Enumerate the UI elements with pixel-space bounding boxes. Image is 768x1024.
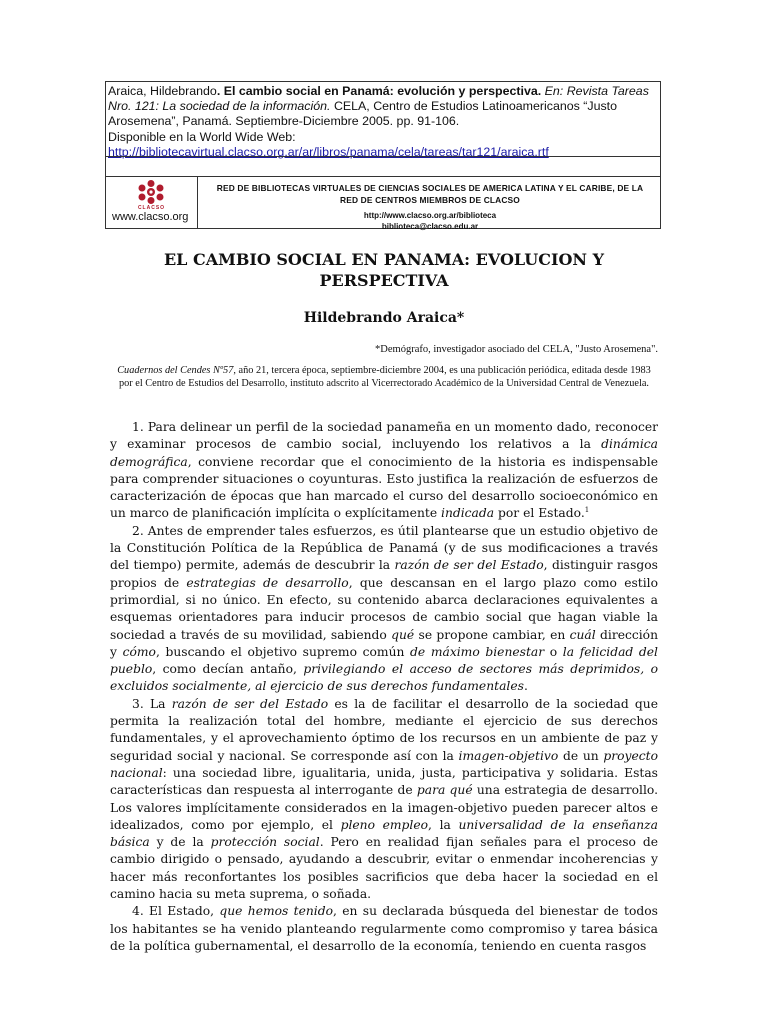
citation-author: Araica, Hildebrando bbox=[108, 84, 217, 98]
citation-title: . El cambio social en Panamá: evolución y perspectiva. bbox=[216, 84, 542, 98]
document-title: EL CAMBIO SOCIAL EN PANAMA: EVOLUCION Y PERSPECTIVA bbox=[163, 250, 604, 290]
network-url[interactable]: http://www.clacso.org.ar/biblioteca bbox=[363, 211, 497, 220]
clacso-logo-cell bbox=[106, 177, 197, 229]
clacso-logo-label: CLACSO bbox=[137, 205, 166, 211]
citation-en-label: En: bbox=[544, 84, 564, 98]
citation-text bbox=[108, 84, 658, 160]
document-author: Hildebrando Araica* bbox=[303, 310, 465, 326]
citation-box bbox=[105, 81, 661, 229]
clacso-logo-icon bbox=[136, 179, 166, 205]
source-journal: Cuadernos del Cendes Nº57 bbox=[117, 365, 234, 376]
citation-publisher: CELA, Centro de Estudios Latinoamericanos “Justo Arosemena”, Panamá. Septiembre-Diciembre 2005. pp. 91-106. bbox=[108, 99, 618, 129]
source-description: , año 21, tercera época, septiembre-diciembre 2004, es una publicación periódica, editada desde 1983 por el Centro de Estudios del Desarrollo, instituto adscrito al Vicerrectorado Académico de la Universidad Central de Venezuela. bbox=[119, 365, 651, 389]
paragraph-1: 1. Para delinear un perfil de la sociedad panameña en un momento dado, reconocer y examinar procesos de cambio social, incluyendo los relativos a la dinámica demográfica, conviene recordar que el conocimiento de la historia es indispensable para comprender situaciones o coyunturas. Esto justifica la realización de esfuerzos de caracterización de épocas que han marcado el curso del desarrollo socioeconómico en un marco de planificación implícita o explícitamente indicada por el Estado.$^1$ bbox=[110, 420, 658, 521]
network-title: RED DE BIBLIOTECAS VIRTUALES DE CIENCIAS SOCIALES DE AMERICA LATINA Y EL CARIBE, DE LA RED DE CENTROS MIEMBROS DE CLACSO bbox=[216, 183, 644, 205]
body-text bbox=[110, 419, 658, 955]
author-footnote: *Demógrafo, investigador asociado del CELA, "Justo Arosemena". bbox=[375, 344, 658, 355]
paragraph-2: 2. Antes de emprender tales esfuerzos, es útil plantearse que un estudio objetivo de la Constitución Política de la República de Panamá (y de sus modificaciones a través del tiempo) permite, además de descubrir la razón de ser del Estado, distinguir rasgos propios de estrategias de desarrollo, que descansan en el largo plazo como estilo primordial, si no único. En efecto, su contenido abarca declaraciones equivalentes a esquemas orientadores para inducir procesos de cambio social que hagan viable la sociedad a través de su movilidad, sabiendo qué se propone cambiar, en cuál dirección y cómo, buscando el objetivo supremo común de máximo bienestar o la felicidad del pueblo, como decían antaño, privilegiando el acceso de sectores más deprimidos, o excluidos socialmente, al ejercicio de sus derechos fundamentales. bbox=[110, 523, 659, 694]
network-email[interactable]: biblioteca@clacso.edu.ar bbox=[381, 222, 479, 231]
citation-journal: Revista Tareas Nro. 121: La sociedad de la información. bbox=[108, 84, 649, 114]
source-note bbox=[110, 364, 658, 390]
footnote-ref-1: 1 bbox=[584, 506, 590, 515]
citation-url-link[interactable]: http://bibliotecavirtual.clacso.org.ar/ar/libros/panama/cela/tareas/tar121/araica.rtf bbox=[108, 144, 549, 159]
citation-available: Disponible en la World Wide Web: bbox=[108, 129, 296, 144]
divider-top bbox=[106, 156, 660, 157]
network-info bbox=[198, 177, 662, 229]
clacso-website[interactable]: www.clacso.org bbox=[112, 211, 189, 223]
paragraph-3: 3. La razón de ser del Estado es la de facilitar el desarrollo de la sociedad que permita la realización total del hombre, mediante el ejercicio de sus derechos fundamentales, y el aprovechamiento óptimo de los recursos en un ambiente de paz y seguridad social y nacional. Se corresponde así con la imagen-objetivo de un proyecto nacional: una sociedad libre, igualitaria, unida, justa, participativa y solidaria. Estas características dan respuesta al interrogante de para qué una estrategia de desarrollo. Los valores implícitamente considerados en la imagen-objetivo pueden parecer altos e idealizados, como por ejemplo, el pleno empleo, la universalidad de la enseñanza básica y de la protección social. Pero en realidad fijan señales para el proceso de cambio dirigido o pensado, ayudando a descubrir, evitar o enmendar incoherencias y hacer más reconfortantes los posibles sacrificios que deba hacer la sociedad en el camino hacia su meta suprema, o soñada. bbox=[110, 696, 659, 902]
paragraph-4: 4. El Estado, que hemos tenido, en su declarada búsqueda del bienestar de todos los habitantes se ha venido planteando regularmente como compromiso y tarea básica de la política gubernamental, el desarrollo de la economía, teniendo en cuenta rasgos bbox=[110, 904, 658, 953]
